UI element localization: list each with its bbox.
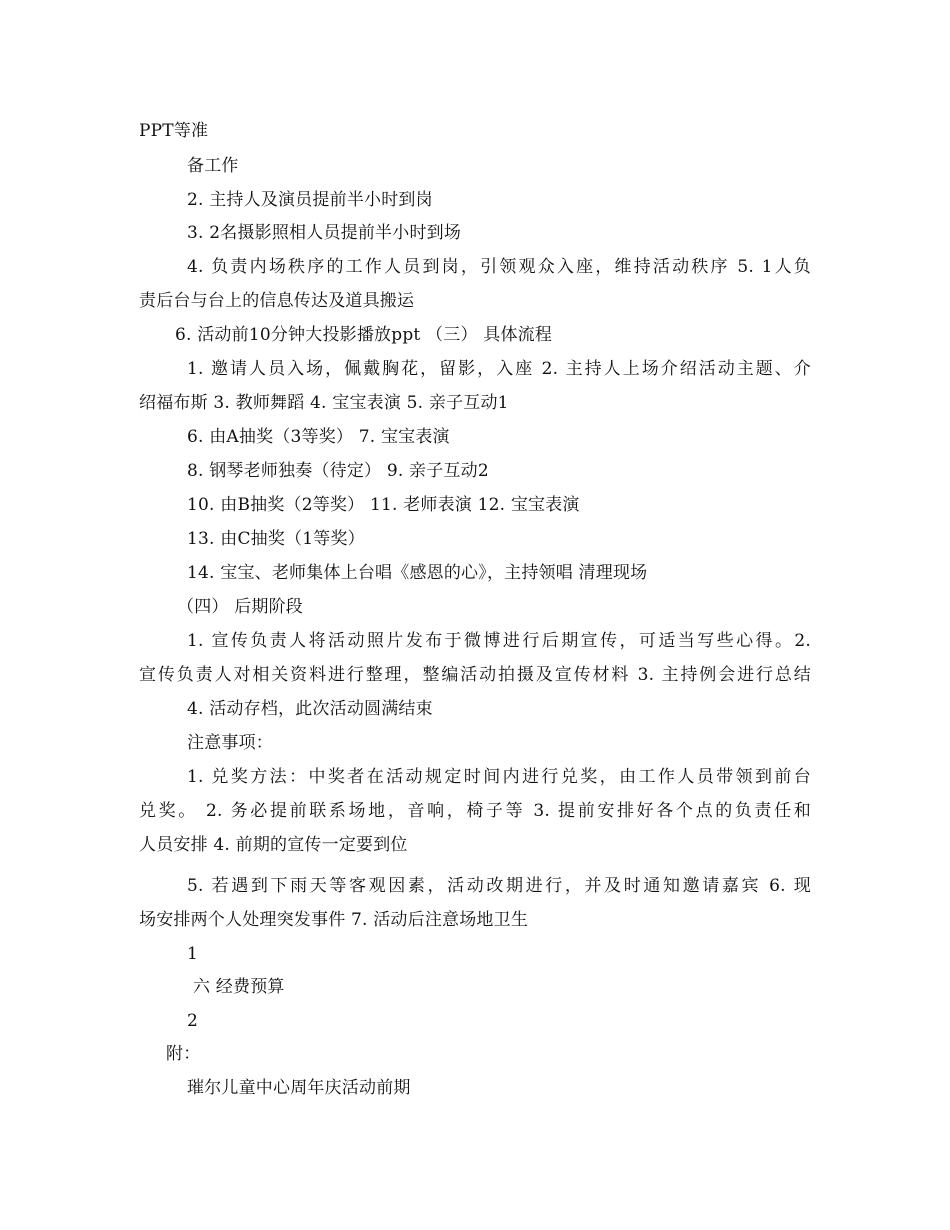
text-line: （四） 后期阶段: [177, 597, 304, 617]
text-line: 1. 兑奖方法：中奖者在活动规定时间内进行兑奖，由工作人员带领到前台: [187, 767, 811, 787]
text-line: 注意事项：: [187, 733, 273, 753]
text-line: 6. 活动前10分钟大投影播放ppt （三） 具体流程: [175, 325, 553, 345]
text-line: 六 经费预算: [193, 977, 285, 997]
text-line: 1. 宣传负责人将活动照片发布于微博进行后期宣传，可适当写些心得。2.: [187, 631, 811, 651]
text-line: 责后台与台上的信息传达及道具搬运: [139, 291, 415, 311]
text-line: 兑奖。 2. 务必提前联系场地，音响，椅子等 3. 提前安排好各个点的负责任和: [139, 801, 811, 821]
text-line: 绍福布斯 3. 教师舞蹈 4. 宝宝表演 5. 亲子互动1: [139, 393, 509, 413]
text-line: 3. 2名摄影照相人员提前半小时到场: [187, 223, 462, 243]
text-line: 2: [187, 1011, 199, 1031]
text-line: 附：: [166, 1044, 201, 1064]
text-line: 备工作: [187, 156, 239, 176]
text-line: 2. 主持人及演员提前半小时到岗: [187, 190, 433, 210]
text-line: 璀尔儿童中心周年庆活动前期: [187, 1078, 411, 1098]
text-line: 6. 由A抽奖（3等奖） 7. 宝宝表演: [187, 427, 450, 447]
text-line: 14. 宝宝、老师集体上台唱《感恩的心》，主持领唱 清理现场: [187, 563, 648, 583]
text-line: 场安排两个人处理突发事件 7. 活动后注意场地卫生: [139, 910, 529, 930]
text-line: 1. 邀请人员入场，佩戴胸花，留影，入座 2. 主持人上场介绍活动主题、介: [187, 359, 811, 379]
text-line: 13. 由C抽奖（1等奖）: [187, 529, 365, 549]
text-line: 10. 由B抽奖（2等奖） 11. 老师表演 12. 宝宝表演: [187, 495, 580, 515]
text-line: 5. 若遇到下雨天等客观因素，活动改期进行，并及时通知邀请嘉宾 6. 现: [187, 876, 811, 896]
text-line: PPT等准: [139, 121, 209, 141]
text-line: 宣传负责人对相关资料进行整理，整编活动拍摄及宣传材料 3. 主持例会进行总结: [139, 665, 811, 685]
text-line: 人员安排 4. 前期的宣传一定要到位: [139, 835, 408, 855]
text-line: 4. 活动存档，此次活动圆满结束: [187, 699, 433, 719]
text-line: 1: [187, 944, 199, 964]
text-line: 8. 钢琴老师独奏（待定） 9. 亲子互动2: [187, 461, 489, 481]
text-line: 4. 负责内场秩序的工作人员到岗，引领观众入座，维持活动秩序 5. 1人负: [187, 257, 811, 277]
